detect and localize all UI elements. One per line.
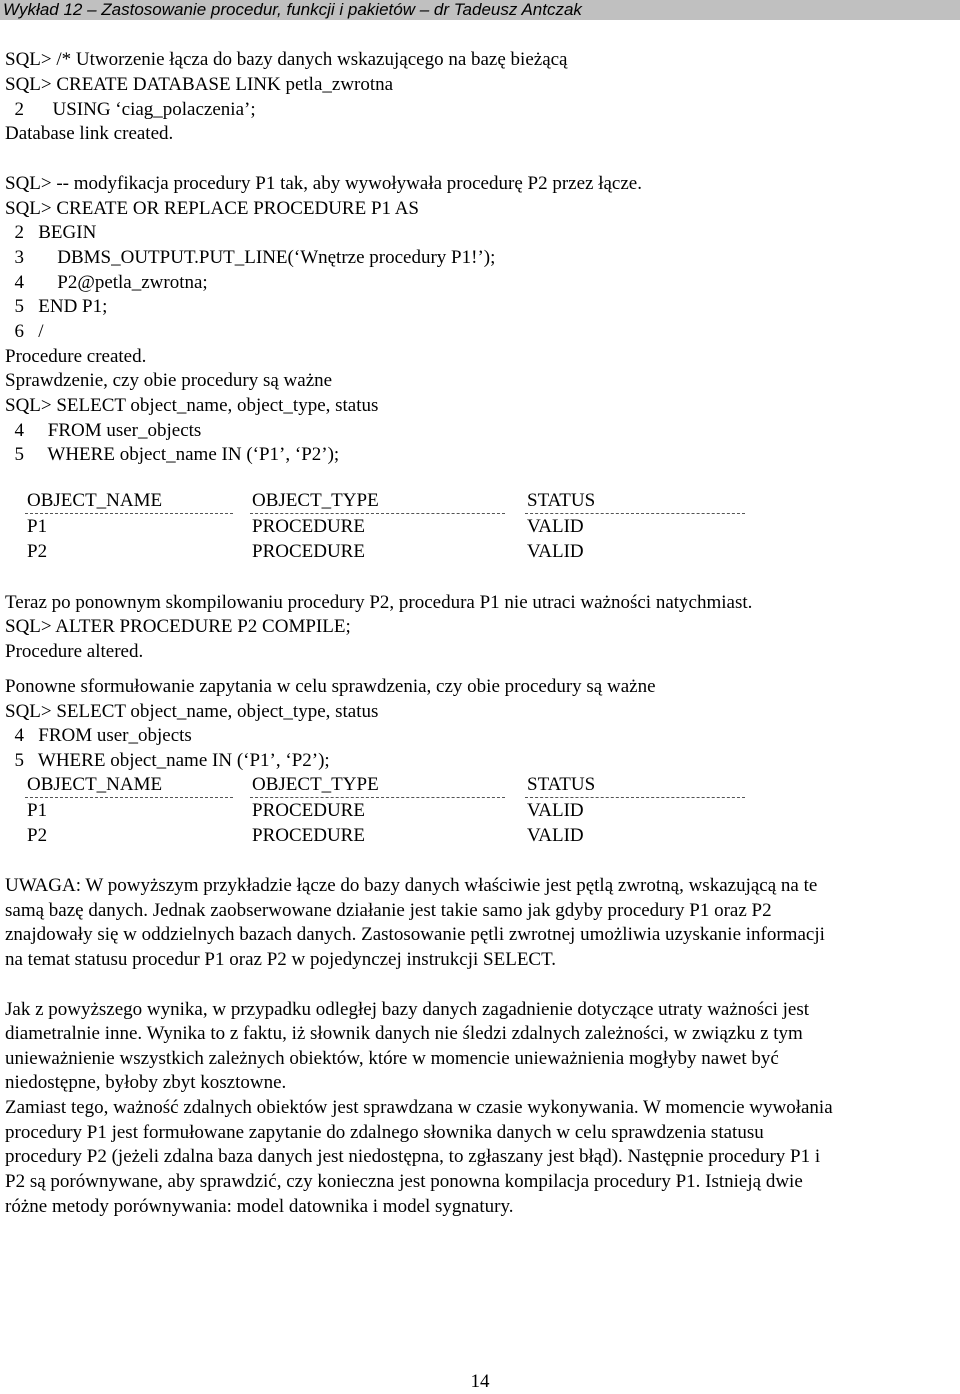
- paragraph-line: różne metody porównywania: model datownika i model sygnatury.: [5, 1196, 514, 1217]
- code-line: SQL> -- modyfikacja procedury P1 tak, aby wywoływała procedurę P2 przez łącze.: [5, 173, 642, 194]
- paragraph-line: samą bazę danych. Jednak zaobserwowane działanie jest takie samo jak gdyby procedury P1 oraz P2: [5, 900, 772, 921]
- paragraph-line: Jak z powyższego wynika, w przypadku odległej bazy danych zagadnienie dotyczące utraty ważności jest: [5, 999, 810, 1020]
- page-number: 14: [470, 1371, 490, 1392]
- code-line: SQL> CREATE DATABASE LINK petla_zwrotna: [5, 74, 394, 95]
- table-cell: P1: [27, 800, 48, 821]
- column-header: OBJECT_NAME: [27, 774, 163, 795]
- paragraph-line: Zamiast tego, ważność zdalnych obiektów jest sprawdzana w czasie wykonywania. W momencie wywołania: [5, 1097, 833, 1118]
- code-line: 5 WHERE object_name IN (‘P1’, ‘P2’);: [5, 750, 330, 771]
- code-line: 4 FROM user_objects: [5, 420, 202, 441]
- text-line: Teraz po ponownym skompilowaniu procedury P2, procedura P1 nie utraci ważności natychmiast.: [5, 592, 753, 613]
- code-line: SQL> /* Utworzenie łącza do bazy danych wskazującego na bazę bieżącą: [5, 49, 568, 70]
- header-title: Wykład 12 – Zastosowanie procedur, funkcji i pakietów – dr Tadeusz Antczak: [3, 0, 582, 19]
- paragraph-line: UWAGA: W powyższym przykładzie łącze do bazy danych właściwie jest pętlą zwrotną, wskazującą na te: [5, 875, 818, 896]
- code-line: 2 USING ‘ciag_polaczenia’;: [5, 99, 256, 120]
- code-line: 5 END P1;: [5, 296, 108, 317]
- code-line: 2 BEGIN: [5, 222, 97, 243]
- table-cell: PROCEDURE: [252, 541, 365, 562]
- code-line: 4 FROM user_objects: [5, 725, 192, 746]
- page-header: [0, 0, 960, 20]
- column-header: STATUS: [527, 774, 596, 795]
- header-underline: [525, 797, 745, 798]
- paragraph-line: niedostępne, byłoby zbyt kosztowne.: [5, 1072, 287, 1093]
- header-underline: [525, 513, 745, 514]
- column-header: OBJECT_TYPE: [252, 490, 379, 511]
- table-cell: PROCEDURE: [252, 825, 365, 846]
- text-line: Sprawdzenie, czy obie procedury są ważne: [5, 370, 333, 391]
- code-line: 5 WHERE object_name IN (‘P1’, ‘P2’);: [5, 444, 340, 465]
- header-underline: [25, 797, 233, 798]
- column-header: STATUS: [527, 490, 596, 511]
- table-cell: PROCEDURE: [252, 800, 365, 821]
- table-cell: P2: [27, 825, 48, 846]
- code-line: 4 P2@petla_zwrotna;: [5, 272, 208, 293]
- column-header: OBJECT_NAME: [27, 490, 163, 511]
- code-line: SQL> SELECT object_name, object_type, status: [5, 701, 379, 722]
- header-underline: [250, 513, 505, 514]
- table-cell: P2: [27, 541, 48, 562]
- code-line: SQL> CREATE OR REPLACE PROCEDURE P1 AS: [5, 198, 420, 219]
- paragraph-line: znajdowały się w oddzielnych bazach danych. Zastosowanie pętli zwrotnej umożliwia uzyskanie informacji: [5, 924, 825, 945]
- text-line: Ponowne sformułowanie zapytania w celu sprawdzenia, czy obie procedury są ważne: [5, 676, 656, 697]
- table-cell: P1: [27, 516, 48, 537]
- paragraph-line: unieważnienie wszystkich zależnych obiektów, które w momencie unieważnienia mogłyby nawet być: [5, 1048, 779, 1069]
- paragraph-line: na temat statusu procedur P1 oraz P2 w pojedynczej instrukcji SELECT.: [5, 949, 557, 970]
- code-line: SQL> SELECT object_name, object_type, status: [5, 395, 379, 416]
- code-line: SQL> ALTER PROCEDURE P2 COMPILE;: [5, 616, 351, 637]
- code-line: 3 DBMS_OUTPUT.PUT_LINE(‘Wnętrze procedury P1!’);: [5, 247, 496, 268]
- code-line: Database link created.: [5, 123, 174, 144]
- paragraph-line: diametralnie inne. Wynika to z faktu, iż słownik danych nie śledzi zdalnych zależności, w związku z tym: [5, 1023, 803, 1044]
- column-header: OBJECT_TYPE: [252, 774, 379, 795]
- code-line: Procedure created.: [5, 346, 147, 367]
- table-cell: VALID: [527, 516, 584, 537]
- paragraph-line: procedury P2 (jeżeli zdalna baza danych jest niedostępna, to zgłaszany jest błąd). Następnie procedury P1 i: [5, 1146, 821, 1167]
- table-cell: PROCEDURE: [252, 516, 365, 537]
- table-cell: VALID: [527, 800, 584, 821]
- table-cell: VALID: [527, 541, 584, 562]
- code-line: 6 /: [5, 321, 44, 342]
- paragraph-line: P2 są porównywane, aby sprawdzić, czy konieczna jest ponowna kompilacja procedury P1. Istnieją dwie: [5, 1171, 803, 1192]
- header-underline: [25, 513, 233, 514]
- paragraph-line: procedury P1 jest formułowane zapytanie do zdalnego słownika danych w celu sprawdzenia statusu: [5, 1122, 764, 1143]
- header-underline: [250, 797, 505, 798]
- table-cell: VALID: [527, 825, 584, 846]
- code-line: Procedure altered.: [5, 641, 144, 662]
